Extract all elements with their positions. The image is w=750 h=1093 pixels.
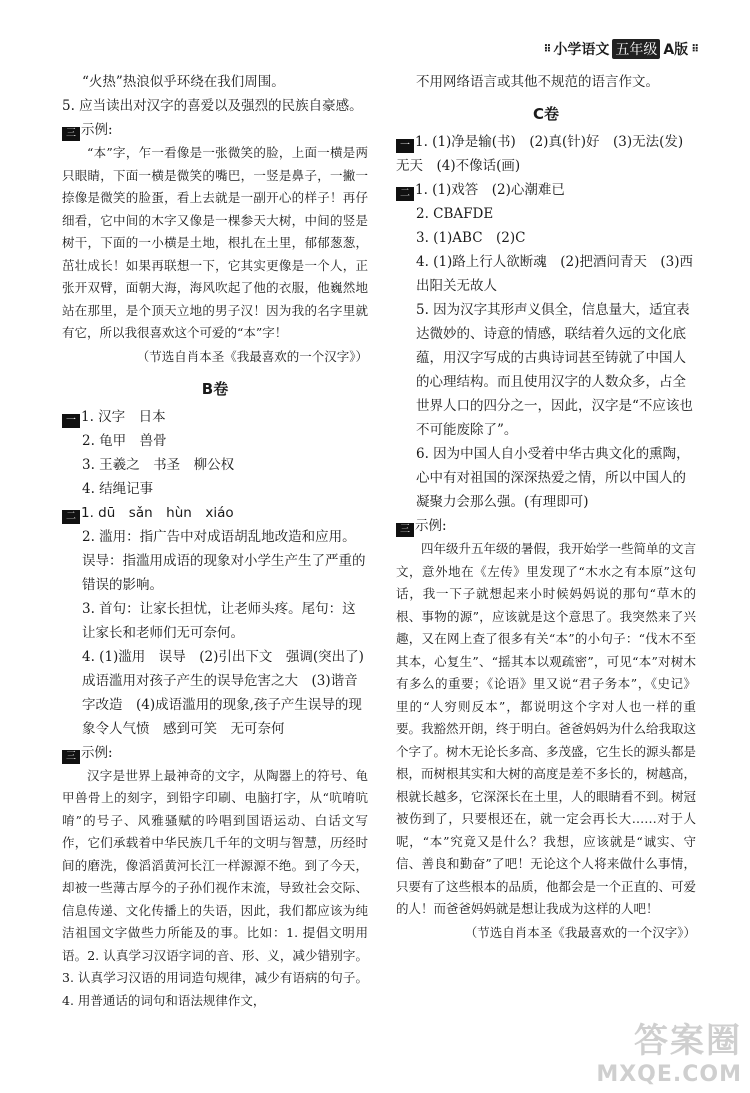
section-marker-icon: 一 [396, 139, 414, 153]
watermark-logo: 答案圈 [634, 1021, 742, 1061]
section-marker-icon: 二 [62, 510, 80, 524]
essay-hanzi: 汉字是世界上最神奇的文字，从陶器上的符号、龟甲兽骨上的刻字，到铅字印刷、电脑打字，从“吭唷吭唷”的号子、风雅骚赋的吟唱到国语运动、白话文写作，它们承载着中华民族几千年的文明与智慧，历经时间的磨洗，像滔滔黄河长江一样源源不绝。到了今天，却被一些薄古厚今的子孙们视作末流，导致社会交际、信息传递、文化传播上的失语，因此，我们都应该为纯洁祖国文字做些力所能及的事。比如：1. 提倡文明用语。2. 认真学习汉语字词的音、形、义，减少错别字。3. 认真学习汉语的用词造句规律，减少有语病的句子。4. 用普通话的词句和语法规律作文， [62, 767, 368, 1008]
section-marker-icon: 二 [396, 187, 414, 201]
page-header [544, 39, 698, 59]
header-edition: A版 [663, 42, 689, 58]
section-marker-icon: 一 [62, 414, 80, 428]
c2-item-1 [396, 178, 696, 202]
watermark-url: MXQE.COM [596, 1062, 742, 1087]
example-label: 示例: [81, 122, 113, 138]
left-section3-heading [62, 118, 368, 142]
section-title-c: C卷 [532, 105, 559, 123]
b2-item-1 [62, 501, 368, 525]
header-dots-icon-right: ⠿ [691, 43, 698, 55]
header-dots-icon: ⠿ [543, 43, 551, 55]
essay-benzi: 四年级升五年级的暑假，我开始学一些简单的文言文，意外地在《左传》里发现了“木水之有本原”这句话，我一下子就想起来小时候妈妈说的那句“草木的根、事物的源”，应该就是这个意思了。我突然来了兴趣，又在网上查了很多有关“本”的小句子：“伐木不至其本，心复生”、“摇其本以观疏密”，可见“本”对树木有多么的重要；《论语》里又说“君子务本”，《史记》里的“人穷则反本”，都说明这个字对人也一样的重要。我豁然开朗，终于明白。爸爸妈妈为什么给我取这个字了。树木无论长多高、多茂盛，它生长的源头都是根，而树根其实和大树的高度是差不多长的，树越高，根就长越多，它深深长在土里，人的眼睛看不到。树冠被伤到了，只要根还在，就一定会再长大……对于人呢，“本”究竟又是什么？我想，应该就是“诚实、守信、善良和勤奋”了吧！无论这个人将来做什么事情，只要有了这些根本的品质，他都会是一个正直的、可爱的人！而爸爸妈妈就是想让我成为这样的人吧！ [396, 541, 697, 916]
c2-item-4: 4. (1)路上行人欲断魂 (2)把酒问青天 (3)西出阳关无故人 [416, 254, 694, 294]
section-title-b: B卷 [201, 379, 229, 398]
c2-item-5: 5. 因为汉字其形声义俱全，信息量大，适宜表达微妙的、诗意的情感，联结着久远的文化底蕴，用汉字写成的古典诗词甚至铸就了中国人的心理结构。而且使用汉字的人数众多，占全世界人口的四分之一，因此，汉字是“不应该也不可能废除了”。 [416, 302, 693, 438]
left-top-line: “火热”热浪似乎环绕在我们周围。 [82, 74, 285, 90]
c2-item-1-text: 1. (1)戏答 (2)心潮难已 [415, 182, 565, 198]
right-top-line: 不用网络语言或其他不规范的语言作文。 [416, 74, 659, 90]
essay-source: （节选自肖本圣《我最喜欢的一个汉字》） [136, 348, 368, 364]
example-label: 示例: [415, 518, 447, 534]
c2-item-6: 6. 因为中国人自小受着中华古典文化的熏陶，心中有对祖国的深深热爱之情，所以中国人的凝聚力会那么强。(有理即可) [416, 446, 690, 510]
b1-item-2: 2. 龟甲 兽骨 [82, 432, 167, 449]
b1-item-4: 4. 结绳记事 [82, 480, 154, 497]
b2-item-1-text: 1. dū sǎn hùn xiáo [81, 504, 234, 521]
essay-ben: “本”字，乍一看像是一张微笑的脸，上面一横是两只眼睛，下面一横是微笑的嘴巴，一竖是鼻子，一撇一捺像是微笑的脸蛋，看上去就是一副开心的样子！再仔细看，它中间的木字又像是一棵参天大树，中间的竖是树干，下面的一小横是土地，根扎在土里，郁郁葱葱，茁壮成长！如果再联想一下，它其实更像是一个人，正张开双臂，面朝大海，海风吹起了他的衣服，他巍然地站在那里，是个顶天立地的男子汉！因为我的名字里就有它，所以我很喜欢这个可爱的“本”字！ [62, 145, 368, 340]
header-subject: 小学语文 [553, 42, 610, 58]
b1-item-1-text: 1. 汉字 日本 [81, 408, 166, 425]
section-marker-icon: 三 [62, 127, 80, 141]
b2-item-4: 4. (1)滥用 误导 (2)引出下文 强调(突出了)成语滥用对孩子产生的误导危害之大 (3)谐音字改造 (4)成语滥用的现象,孩子产生误导的现象令人气愤 感到可笑 无可奈何 [82, 648, 364, 737]
c2-item-2: 2. CBAFDE [416, 206, 494, 222]
b2-item-2: 2. 滥用：指广告中对成语胡乱地改造和应用。误导：指滥用成语的现象对小学生产生了严重的错误的影响。 [82, 528, 366, 593]
section-marker-icon: 三 [396, 523, 414, 537]
c2-item-3: 3. (1)ABC (2)C [416, 230, 526, 246]
right-column [396, 70, 696, 945]
c1-item-1-text: 1. (1)净是输(书) (2)真(针)好 (3)无法(发)无天 (4)不像话(画) [396, 134, 684, 174]
b1-item-3: 3. 王羲之 书圣 柳公权 [82, 456, 235, 473]
watermark [596, 1013, 742, 1087]
left-column [62, 70, 368, 1012]
b2-item-3: 3. 首句：让家长担忧，让老师头疼。尾句：这让家长和老师们无可奈何。 [82, 600, 356, 641]
example-label: 示例: [81, 744, 113, 761]
b3-heading [62, 741, 368, 765]
c1-item-1 [396, 130, 696, 178]
header-grade-badge: 五年级 [612, 39, 660, 59]
section-marker-icon: 三 [62, 750, 80, 764]
essay-source-c: （节选自肖本圣《我最喜欢的一个汉字》） [464, 924, 696, 940]
c3-heading [396, 514, 696, 538]
b1-item-1 [62, 405, 368, 429]
left-item-5: 5. 应当读出对汉字的喜爱以及强烈的民族自豪感。 [62, 98, 363, 114]
